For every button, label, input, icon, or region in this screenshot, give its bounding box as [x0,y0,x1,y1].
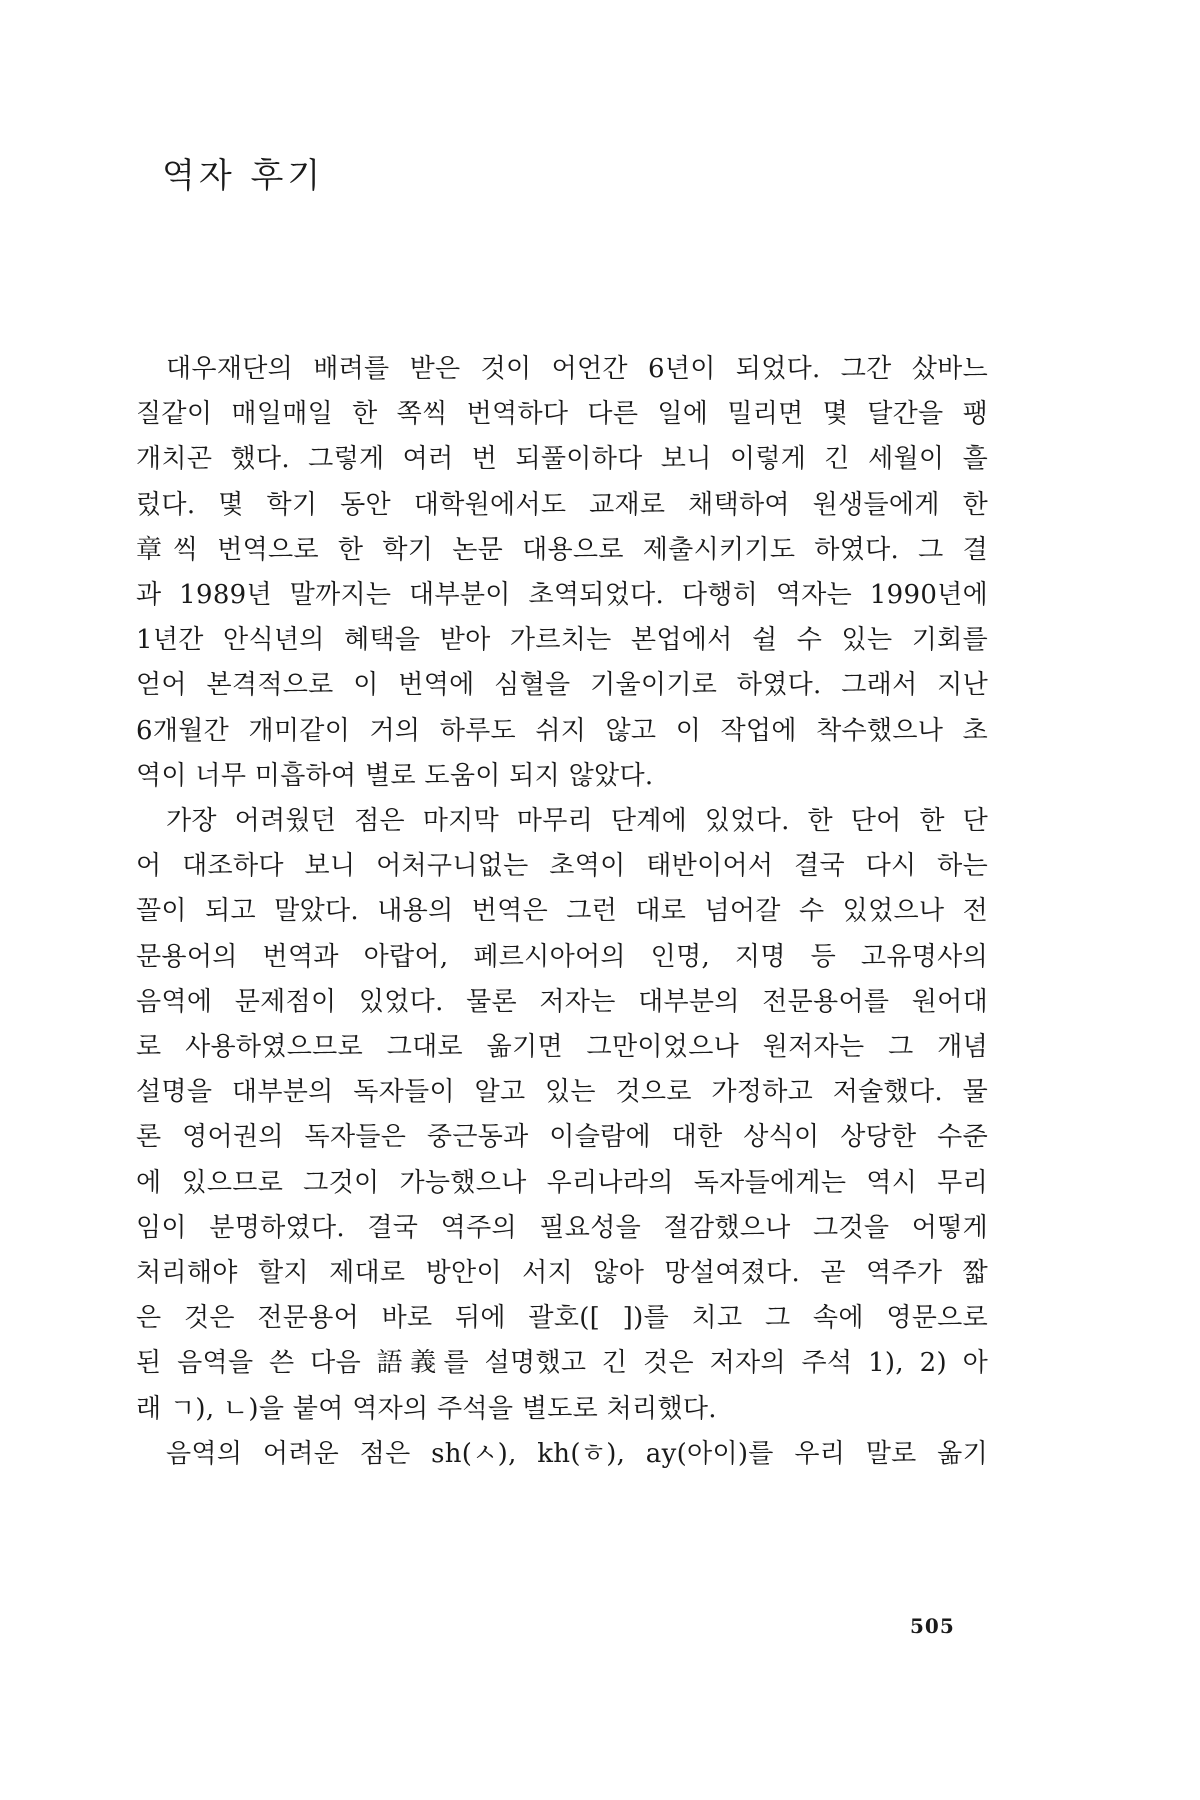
text-line: 렀다. 몇 학기 동안 대학원에서도 교재로 채택하여 원생들에게 한 [136,489,988,520]
text-line: 로 사용하였으므로 그대로 옮기면 그만이었으나 원저자는 그 개념 [136,1032,988,1063]
text-line: 된 음역을 쓴 다음 語義를 설명했고 긴 것은 저자의 주석 1), 2) 아 [136,1348,988,1379]
text-line: 음역의 어려운 점은 sh(ㅅ), kh(ㅎ), ay(아이)를 우리 말로 옮기 [166,1438,988,1469]
text-line: 꼴이 되고 말았다. 내용의 번역은 그런 대로 넘어갈 수 있었으나 전 [136,896,988,927]
text-line: 어 대조하다 보니 어처구니없는 초역이 태반이어서 결국 다시 하는 [136,851,988,882]
paragraph-1 [136,347,988,799]
text-line: 문용어의 번역과 아랍어, 페르시아어의 인명, 지명 등 고유명사의 [136,941,988,972]
paragraph-2 [136,799,988,1432]
text-line: 과 1989년 말까지는 대부분이 초역되었다. 다행히 역자는 1990년에 [136,580,988,611]
text-line: 대우재단의 배려를 받은 것이 어언간 6년이 되었다. 그간 샀바느 [166,354,988,384]
text-line: 6개월간 개미같이 거의 하루도 쉬지 않고 이 작업에 착수했으나 초 [136,715,988,746]
text-line: 가장 어려웠던 점은 마지막 마무리 단계에 있었다. 한 단어 한 단 [166,806,988,837]
text-line: 질같이 매일매일 한 쪽씩 번역하다 다른 일에 밀리면 몇 달간을 팽 [136,399,988,430]
body-text [136,347,988,1477]
text-line: 론 영어권의 독자들은 중근동과 이슬람에 대한 상식이 상당한 수준 [136,1122,988,1153]
text-line: 章씩 번역으로 한 학기 논문 대용으로 제출시키기도 하였다. 그 결 [136,534,988,565]
text-line: 음역에 문제점이 있었다. 물론 저자는 대부분의 전문용어를 원어대 [136,986,988,1017]
page-number: 505 [910,1614,955,1638]
text-line: 개치곤 했다. 그렇게 여러 번 되풀이하다 보니 이렇게 긴 세월이 흘 [136,444,988,475]
text-line: 역이 너무 미흡하여 별로 도움이 되지 않았다. [136,760,654,791]
text-line: 임이 분명하였다. 결국 역주의 필요성을 절감했으나 그것을 어떻게 [136,1212,988,1243]
paragraph-3 [136,1432,988,1477]
text-line: 설명을 대부분의 독자들이 알고 있는 것으로 가정하고 저술했다. 물 [136,1077,988,1108]
text-line: 얻어 본격적으로 이 번역에 심혈을 기울이기로 하였다. 그래서 지난 [136,670,988,701]
text-line: 처리해야 할지 제대로 방안이 서지 않아 망설여졌다. 곧 역주가 짧 [136,1258,988,1289]
text-line: 1년간 안식년의 혜택을 받아 가르치는 본업에서 쉴 수 있는 기회를 [136,625,988,656]
text-line: 에 있으므로 그것이 가능했으나 우리나라의 독자들에게는 역시 무리 [136,1167,988,1198]
text-line: 은 것은 전문용어 바로 뒤에 괄호([ ])를 치고 그 속에 영문으로 [136,1303,988,1334]
text-line: 래 ㄱ), ㄴ)을 붙여 역자의 주석을 별도로 처리했다. [136,1393,717,1424]
chapter-title: 역자 후기 [162,156,325,196]
